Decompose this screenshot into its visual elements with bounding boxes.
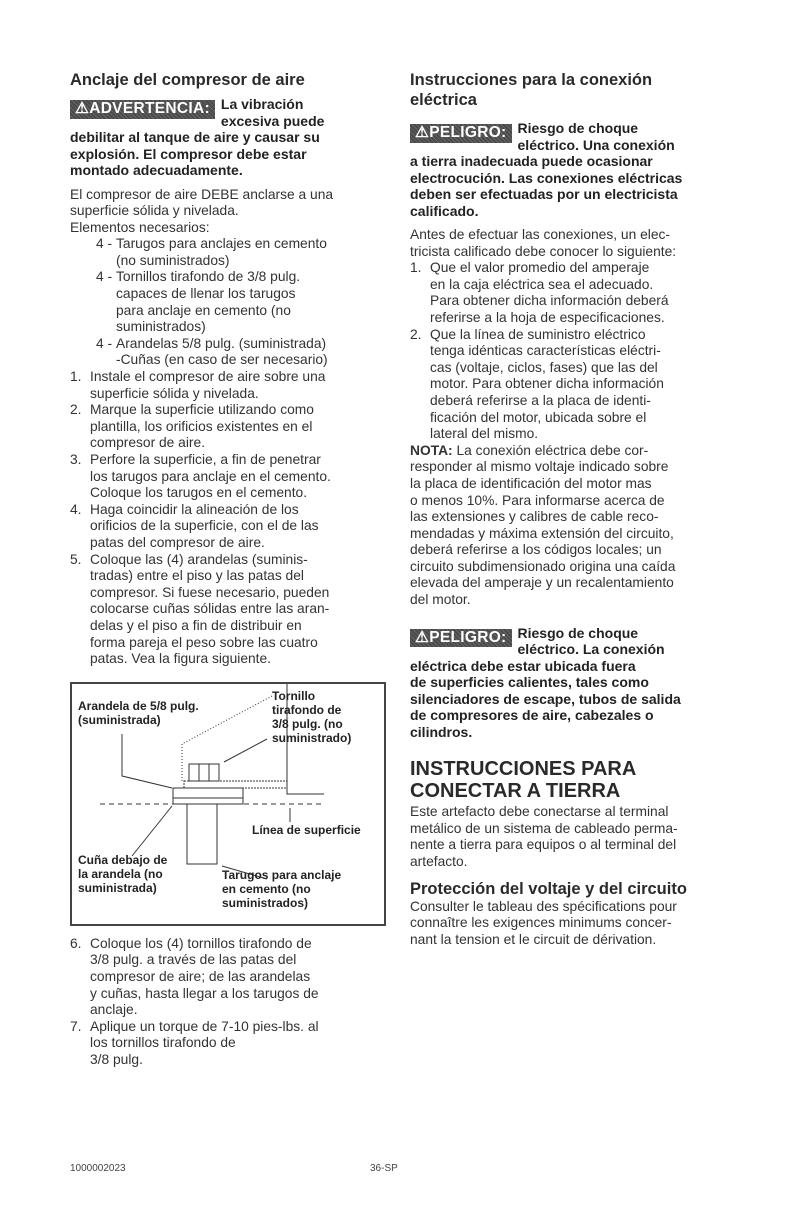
item-number: 2. [70, 402, 82, 418]
list-item [70, 402, 390, 452]
list-item [410, 327, 730, 443]
item-number: 4 - [96, 335, 113, 351]
item-text: Que el valor promedio del amperaje en la caja eléctrica sea el adecuado. Para obtener dicha información deberá referirse a la hoja de especificaciones. [430, 260, 669, 325]
list-item [70, 936, 390, 1019]
figure-label-shim: Cuña debajo de [78, 852, 168, 867]
item-number: 3. [70, 452, 82, 467]
intro-text: El compresor de aire DEBE anclarse a una superficie sólida y nivelada. Elementos necesarios: [70, 186, 334, 235]
item-number: 4 - [96, 269, 113, 285]
danger-badge: ⚠PELIGRO: [410, 124, 512, 143]
list-item [410, 260, 730, 326]
list-item [70, 336, 390, 353]
figure-label-shim: suministrada) [78, 880, 157, 895]
danger-text-1: Riesgo de choque eléctrico. Una conexión a tierra inadecuada puede ocasionar electrocución. Las conexiones eléctricas deben ser efectuadas por un electricista calificado. [410, 120, 683, 219]
item-text: -Cuñas (en caso de ser necesario) [116, 352, 328, 368]
danger-badge-2: ⚠PELIGRO: [410, 629, 512, 648]
item-text: Perfore la superficie, a fin de penetrar los tarugos para anclaje en el cemento. Coloque los tarugos en el cemento. [90, 452, 331, 501]
warning-badge: ⚠ADVERTENCIA: [70, 100, 215, 119]
item-number: 7. [70, 1018, 82, 1034]
figure-label-bolt: 3/8 pulg. (no [272, 716, 343, 731]
item-text: Aplique un torque de 7-10 pies-lbs. al los tornillos tirafondo de 3/8 pulg. [90, 1018, 319, 1067]
figure-label-anchors: en cemento (no [222, 881, 311, 896]
list-item [70, 552, 390, 668]
item-text: Tarugos para anclajes en cemento (no suministrados) [116, 236, 327, 268]
list-item [70, 452, 390, 502]
item-number: 1. [410, 260, 422, 276]
item-text: Arandelas 5/8 pulg. (suministrada) [116, 335, 327, 351]
warning-text: La vibración excesiva puede debilitar al tanque de aire y causar su explosión. El compresor debe estar montado adecuadamente. [70, 96, 325, 178]
right-column [410, 70, 730, 948]
grounding-title: INSTRUCCIONES PARA CONECTAR A TIERRA [410, 758, 637, 803]
list-item [70, 502, 390, 552]
figure-label-bolt: suministrado) [272, 730, 352, 745]
figure-label-shim: la arandela (no [78, 866, 163, 881]
list-item [70, 369, 390, 402]
figure-label-anchors: Tarugos para anclaje [222, 867, 342, 882]
item-number: 2. [410, 326, 422, 342]
danger-block-2 [410, 625, 730, 741]
protection-text: Consulter le tableau des spécifications pour connaître les exigences minimums concer- nant la tension et le circuit de dérivation. [410, 898, 677, 947]
item-number: 5. [70, 551, 82, 567]
note-label: NOTA: [410, 442, 453, 458]
section-title-anclaje: Anclaje del compresor de aire [70, 71, 305, 89]
list-item [70, 352, 390, 369]
item-number: 1. [70, 369, 82, 385]
figure-label-anchors: suministrados) [222, 895, 309, 910]
document-code: 1000002023 [70, 1163, 126, 1174]
warning-block [70, 96, 390, 179]
item-text: Marque la superficie utilizando como plantilla, los orificios existentes en el compresor de aire. [90, 402, 314, 451]
item-text: Haga coincidir la alineación de los orificios de la superficie, con el de las patas del compresor de aire. [90, 501, 319, 550]
item-text: Coloque las (4) arandelas (suminis- tradas) entre el piso y las patas del compresor. Si fuese necesario, pueden colocarse cuñas sólidas entre las aran- delas y el piso a fin de distribuir en forma pareja el peso sobre las cuatro patas. Vea la figura siguiente. [90, 551, 330, 667]
note-body: La conexión eléctrica debe cor- responder al mismo voltaje indicado sobre la placa de identificación del motor mas o menos 10%. Para informarse acerca de las extensiones y calibres de cable reco- mendadas y máxima extensión del circuito, deberá referirse a los códigos locales; un circuito subdimensionado origina una caída elevada del amperaje y un recalentamiento del motor. [410, 442, 676, 608]
note-text [410, 443, 730, 609]
item-number [96, 352, 116, 369]
item-number: 4 - [96, 236, 113, 252]
list-item [70, 236, 390, 269]
figure-label-bolt: tirafondo de [272, 702, 342, 717]
page-number: 36-SP [370, 1163, 398, 1174]
danger-block-1 [410, 120, 730, 219]
section-title-conexion: Instrucciones para la conexión eléctrica [410, 71, 653, 109]
item-number: 6. [70, 935, 82, 951]
list-item [70, 269, 390, 335]
anchor-figure [70, 682, 386, 926]
item-number: 4. [70, 501, 82, 517]
figure-label-washer: Arandela de 5/8 pulg. [78, 698, 199, 713]
left-column [70, 70, 390, 1068]
figure-label-bolt: Tornillo [272, 688, 316, 703]
item-text: Tornillos tirafondo de 3/8 pulg. capaces de llenar los tarugos para anclaje en cemento (no suministrados) [116, 269, 301, 335]
connection-intro: Antes de efectuar las conexiones, un elec- tricista calificado debe conocer lo siguiente: [410, 227, 677, 259]
list-item [70, 1019, 390, 1069]
protection-title: Protección del voltaje y del circuito [410, 879, 687, 898]
figure-label-surface: Línea de superficie [252, 822, 361, 837]
danger-text-2: Riesgo de choque eléctrico. La conexión eléctrica debe estar ubicada fuera de superficies calientes, tales como silenciadores de escape, tubos de salida de compresores de aire, cabezales o cilindros. [410, 624, 681, 740]
item-text: Que la línea de suministro eléctrico tenga idénticas características eléctri- cas (voltaje, ciclos, fases) que las del motor. Para obtener dicha información deberá referirse a la placa de identi- ficación del motor, ubicada sobre el lateral del mismo. [430, 326, 664, 442]
grounding-text: Este artefacto debe conectarse al terminal metálico de un sistema de cableado perma- nente a tierra para equipos o al terminal del artefacto. [410, 804, 678, 869]
item-text: Coloque los (4) tornillos tirafondo de 3/8 pulg. a través de las patas del compresor de aire; de las arandelas y cuñas, hasta llegar a los tarugos de anclaje. [90, 935, 319, 1018]
figure-label-washer: (suministrada) [78, 712, 161, 727]
item-text: Instale el compresor de aire sobre una superficie sólida y nivelada. [90, 369, 326, 401]
